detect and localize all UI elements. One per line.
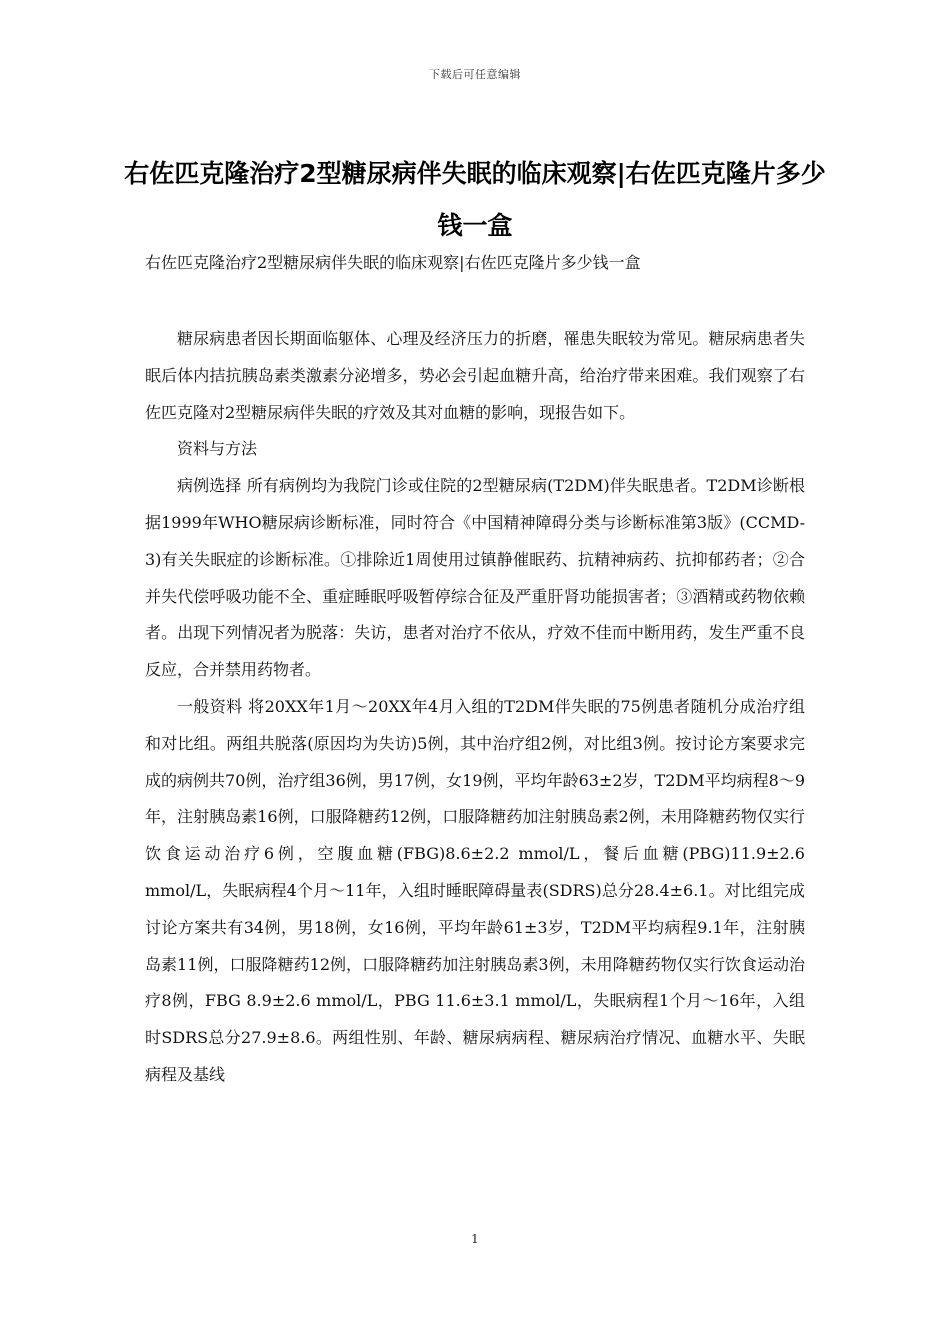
paragraph-intro: 糖尿病患者因长期面临躯体、心理及经济压力的折磨，罹患失眠较为常见。糖尿病患者失眠后体内拮抗胰岛素类激素分泌增多，势必会引起血糖升高，给治疗带来困难。我们观察了右佐匹克隆对2型糖尿病伴失眠的疗效及其对血糖的影响，现报告如下。 <box>145 329 805 422</box>
document-subtitle: 右佐匹克隆治疗2型糖尿病伴失眠的临床观察|右佐匹克隆片多少钱一盒 <box>145 253 641 272</box>
paragraph-general-data: 一般资料 将20XX年1月～20XX年4月入组的T2DM伴失眠的75例患者随机分成治疗组和对比组。两组共脱落(原因均为失访)5例，其中治疗组2例，对比组3例。按讨论方案要求完成的病例共70例，治疗组36例，男17例，女19例，平均年龄63±2岁，T2DM平均病程8～9年，注射胰岛素16例，口服降糖药12例，口服降糖药加注射胰岛素2例，未用降糖药物仅实行饮食运动治疗6例，空腹血糖(FBG)8.6±2.2 mmol/L，餐后血糖(PBG)11.9±2.6 mmol/L，失眠病程4个月～11年，入组时睡眠障碍量表(SDRS)总分28.4±6.1。对比组完成讨论方案共有34例，男18例，女16例，平均年龄61±3岁，T2DM平均病程9.1年，注射胰岛素11例，口服降糖药12例，口服降糖药加注射胰岛素3例，未用降糖药物仅实行饮食运动治疗8例，FBG 8.9±2.6 mmol/L，PBG 11.6±3.1 mmol/L，失眠病程1个月～16年，入组时SDRS总分27.9±8.6。两组性别、年龄、糖尿病病程、糖尿病治疗情况、血糖水平、失眠病程及基线 <box>145 696 805 1084</box>
paragraph-case-selection: 病例选择 所有病例均为我院门诊或住院的2型糖尿病(T2DM)伴失眠患者。T2DM诊断根据1999年WHO糖尿病诊断标准，同时符合《中国精神障碍分类与诊断标准第3版》(CCMD-3)有关失眠症的诊断标准。①排除近1周使用过镇静催眠药、抗精神病药、抗抑郁药者；②合并失代偿呼吸功能不全、重症睡眠呼吸暂停综合征及严重肝肾功能损害者；③酒精或药物依赖者。出现下列情况者为脱落：失访，患者对治疗不依从，疗效不佳而中断用药，发生严重不良反应，合并禁用药物者。 <box>145 476 805 680</box>
header-note: 下载后可任意编辑 <box>429 68 521 81</box>
body-text <box>145 321 805 1094</box>
page-number: 1 <box>471 1232 479 1246</box>
section-heading-materials-methods: 资料与方法 <box>177 439 258 459</box>
document-title: 右佐匹克隆治疗2型糖尿病伴失眠的临床观察|右佐匹克隆片多少钱一盒 <box>124 159 826 240</box>
